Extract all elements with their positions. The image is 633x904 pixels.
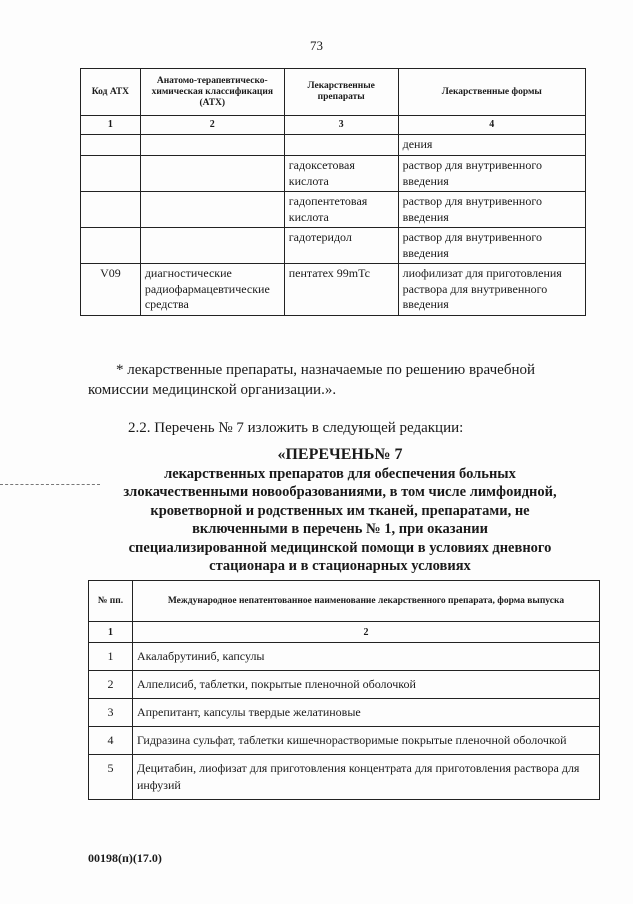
header-number: № пп. <box>89 581 133 622</box>
cell-form: дения <box>398 135 585 156</box>
cell-code <box>81 135 141 156</box>
table-header-row <box>81 69 586 116</box>
table-row <box>89 727 600 755</box>
list-title-heading: «ПЕРЕЧЕНЬ№ 7 <box>277 446 403 463</box>
cell-drug: гадотеридол <box>284 228 398 264</box>
cell-drug: пентатех 99mTc <box>284 264 398 316</box>
col-number: 1 <box>89 622 133 643</box>
header-forms: Лекарственные формы <box>398 69 585 116</box>
table-row <box>81 135 586 156</box>
col-number: 4 <box>398 116 585 135</box>
table-row <box>89 699 600 727</box>
cell-drug-name: Акалабрутиниб, капсулы <box>132 643 599 671</box>
header-atc-code: Код АТХ <box>81 69 141 116</box>
column-number-row <box>89 622 600 643</box>
table-row <box>81 192 586 228</box>
cell-drug-name: Гидразина сульфат, таблетки кишечнорастворимые покрытые пленочной оболочкой <box>132 727 599 755</box>
cell-form: раствор для внутривенного введения <box>398 156 585 192</box>
atc-table <box>80 68 586 316</box>
header-inn: Международное непатентованное наименование лекарственного препарата, форма выпуска <box>132 581 599 622</box>
cell-index: 5 <box>89 755 133 800</box>
cell-form: лиофилизат для приготовления раствора для внутривенного введения <box>398 264 585 316</box>
table-row <box>89 643 600 671</box>
header-drugs: Лекарственные препараты <box>284 69 398 116</box>
table-row <box>89 755 600 800</box>
intro-paragraph: 2.2. Перечень № 7 изложить в следующей редакции: <box>128 420 464 436</box>
list-title-text: лекарственных препаратов для обеспечения больных злокачественными новообразованиями, в том числе лимфоидной, кроветворной и родственных им тканей, препаратами, не включенными в перечень № 1, при оказании специализированной медицинской помощи в условиях дневного стационара и в стационарных условиях <box>123 465 557 574</box>
table-header-row <box>89 581 600 622</box>
cell-form: раствор для внутривенного введения <box>398 192 585 228</box>
cell-class <box>140 156 284 192</box>
cell-class <box>140 135 284 156</box>
cell-drug <box>284 135 398 156</box>
list-title <box>60 446 620 576</box>
cell-drug-name: Апрепитант, капсулы твердые желатиновые <box>132 699 599 727</box>
col-number: 3 <box>284 116 398 135</box>
footnote: * лекарственные препараты, назначаемые по решению врачебной комиссии медицинской организации.». <box>88 362 536 398</box>
col-number: 2 <box>140 116 284 135</box>
cell-code <box>81 228 141 264</box>
dashed-mark <box>0 484 100 485</box>
table-row <box>81 228 586 264</box>
cell-class: диагностические радиофармацевтические средства <box>140 264 284 316</box>
cell-index: 4 <box>89 727 133 755</box>
cell-index: 1 <box>89 643 133 671</box>
table-row <box>89 671 600 699</box>
cell-drug-name: Алпелисиб, таблетки, покрытые пленочной оболочкой <box>132 671 599 699</box>
cell-drug: гадопентетовая кислота <box>284 192 398 228</box>
cell-form: раствор для внутривенного введения <box>398 228 585 264</box>
table-row <box>81 156 586 192</box>
table-row <box>81 264 586 316</box>
drug-list-table <box>88 580 600 800</box>
col-number: 2 <box>132 622 599 643</box>
cell-class <box>140 192 284 228</box>
cell-code: V09 <box>81 264 141 316</box>
document-code: 00198(п)(17.0) <box>88 851 162 865</box>
header-atc-classification: Анатомо-терапевтическо-химическая классификация (АТХ) <box>140 69 284 116</box>
cell-index: 3 <box>89 699 133 727</box>
column-number-row <box>81 116 586 135</box>
cell-class <box>140 228 284 264</box>
cell-drug: гадоксетовая кислота <box>284 156 398 192</box>
cell-code <box>81 156 141 192</box>
page-number: 73 <box>310 38 323 53</box>
cell-index: 2 <box>89 671 133 699</box>
col-number: 1 <box>81 116 141 135</box>
cell-code <box>81 192 141 228</box>
cell-drug-name: Децитабин, лиофизат для приготовления концентрата для приготовления раствора для инфузий <box>132 755 599 800</box>
